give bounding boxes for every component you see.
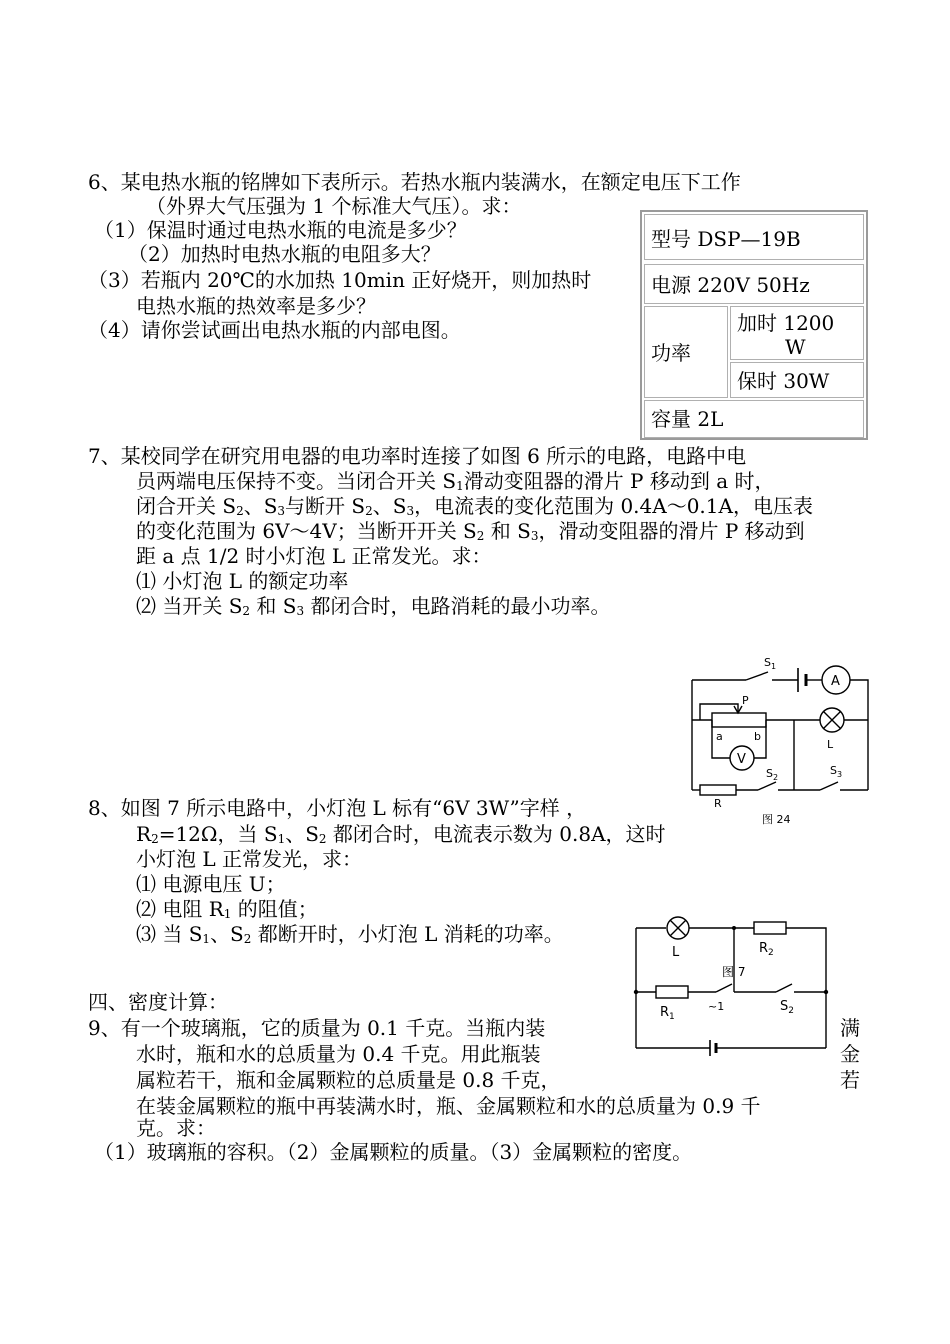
label-r: R	[714, 797, 722, 810]
circuit-figure-24	[680, 650, 880, 840]
q9-line-6: （1）玻璃瓶的容积。（2）金属颗粒的质量。（3）金属颗粒的密度。	[94, 1140, 693, 1164]
table-keep-warm: 保时 30W	[730, 362, 864, 398]
q6-item-2: （2）加热时电热水瓶的电阻多大？	[128, 242, 441, 266]
q9-line-5: 克。求：	[136, 1116, 216, 1140]
table-heating-value: 加时 1200	[737, 311, 835, 335]
label-r1: $R_1$	[660, 1005, 675, 1022]
lamp-label-l: L	[672, 945, 680, 960]
nameplate-table	[640, 210, 868, 440]
lamp-label: L	[827, 738, 834, 751]
table-heating	[730, 306, 864, 360]
q9-line-1a: 9、有一个玻璃瓶，它的质量为 0.1 千克。当瓶内装	[88, 1016, 546, 1040]
table-power-supply: 电源 220V 50Hz	[644, 264, 864, 304]
q7-item-1: ⑴ 小灯泡 L 的额定功率	[136, 569, 349, 593]
table-power-label: 功率	[644, 306, 728, 398]
q9-line-3b: 若	[840, 1068, 860, 1092]
section-4-title: 四、密度计算：	[88, 990, 228, 1014]
figure-24-caption: 图 24	[762, 813, 791, 826]
label-s3: $S_3$	[830, 764, 843, 779]
label-a: a	[716, 730, 723, 743]
table-model: 型号 DSP—19B	[644, 214, 864, 260]
label-s1: $S_1$	[764, 656, 777, 671]
q8-item-3: ⑶ 当 $S_1$、$S_2$ 都断开时，小灯泡 L 消耗的功率。	[136, 922, 564, 946]
q9-line-3a: 属粒若干，瓶和金属颗粒的总质量是 0.8 千克，	[136, 1068, 561, 1092]
label-b: b	[754, 730, 761, 743]
q6-item-4: （4）请你尝试画出电热水瓶的内部电图。	[88, 318, 461, 342]
q8-line-2: $R_2=12\Omega$，当 $S_1$、$S_2$ 都闭合时，电流表示数为 0.8A，这时	[136, 822, 666, 846]
q7-item-2: ⑵ 当开关 $S_2$ 和 $S_3$ 都闭合时，电路消耗的最小功率。	[136, 594, 611, 618]
label-r2: $R_2$	[759, 941, 774, 958]
q7-line-1: 7、某校同学在研究用电器的电功率时连接了如图 6 所示的电路，电路中电	[88, 444, 747, 468]
q6-line-2: （外界大气压强为 1 个标准大气压）。求：	[146, 194, 522, 218]
label-s2: $S_2$	[766, 767, 779, 782]
q7-line-2: 员两端电压保持不变。当闭合开关 $S_1$滑动变阻器的滑片 P 移动到 a 时，	[136, 469, 775, 493]
label-p: P	[742, 694, 749, 707]
q9-line-4: 在装金属颗粒的瓶中再装满水时，瓶、金属颗粒和水的总质量为 0.9 千	[136, 1094, 761, 1118]
q6-line-1: 6、某电热水瓶的铭牌如下表所示。若热水瓶内装满水，在额定电压下工作	[88, 170, 741, 194]
q6-item-1: （1）保温时通过电热水瓶的电流是多少？	[94, 218, 467, 242]
q7-line-5: 距 a 点 1/2 时小灯泡 L 正常发光。求：	[136, 544, 492, 568]
circuit-figure-7	[628, 910, 838, 1060]
table-heating-unit: W	[785, 335, 806, 359]
q9-line-1b: 满	[840, 1016, 860, 1040]
q8-item-2: ⑵ 电阻 $R_1$ 的阻值；	[136, 897, 318, 921]
q8-item-1: ⑴ 电源电压 U；	[136, 872, 286, 896]
ammeter-label: A	[831, 674, 840, 689]
q6-item-3a: （3）若瓶内 20℃的水加热 10min 正好烧开，则加热时	[88, 268, 592, 292]
q8-line-3: 小灯泡 L 正常发光，求：	[136, 847, 362, 871]
label-s1-fig7: ~1	[708, 1000, 725, 1013]
voltmeter-label: V	[737, 752, 746, 767]
q9-line-2a: 水时，瓶和水的总质量为 0.4 千克。用此瓶装	[136, 1042, 541, 1066]
q7-line-4: 的变化范围为 6V～4V；当断开开关 $S_2$ 和 $S_3$，滑动变阻器的滑片 P 移动到	[136, 519, 805, 543]
q9-line-2b: 金	[840, 1042, 860, 1066]
q6-item-3b: 电热水瓶的热效率是多少？	[136, 294, 376, 318]
figure-7-caption: 图 7	[722, 965, 746, 979]
table-capacity: 容量 2L	[644, 400, 864, 438]
q8-line-1: 8、如图 7 所示电路中，小灯泡 L 标有“6V 3W”字样 ，	[88, 796, 587, 820]
q7-line-3: 闭合开关 $S_2$、$S_3$与断开 $S_2$、$S_3$，电流表的变化范围为 0.4A～0.1A，电压表	[136, 494, 813, 518]
label-s2-fig7: $S_2$	[780, 999, 794, 1016]
